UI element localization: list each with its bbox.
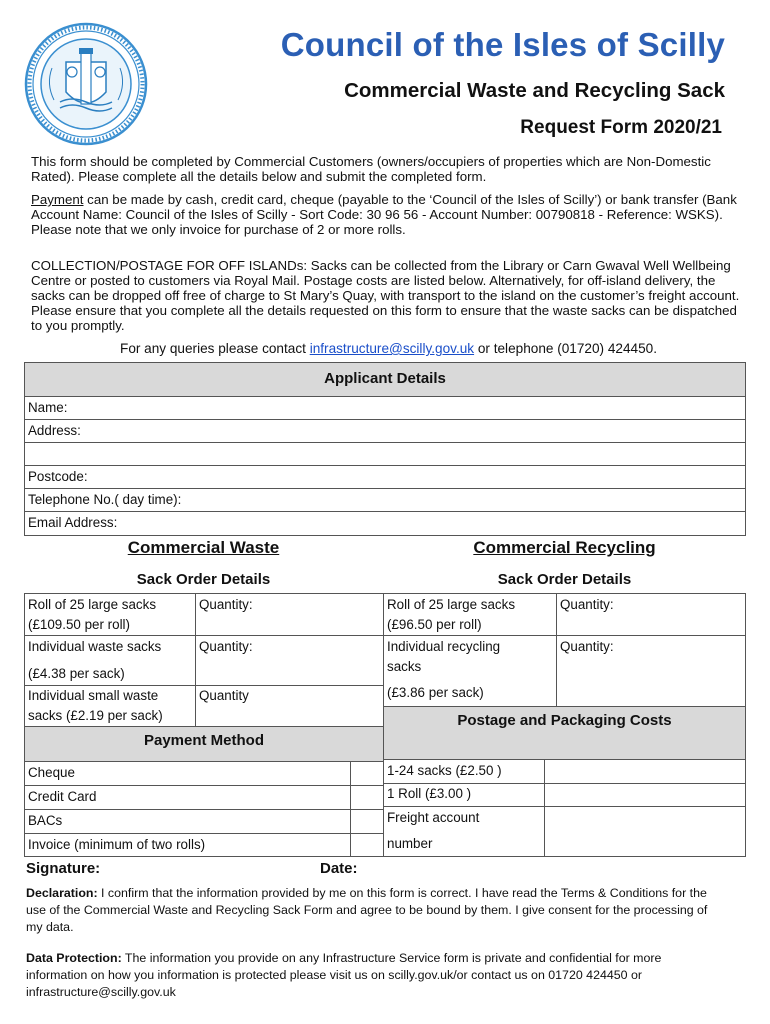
waste-small-quantity[interactable]: Quantity: [199, 688, 249, 703]
payment-option-credit-card[interactable]: Credit Card: [28, 789, 97, 804]
address-field[interactable]: Address:: [28, 423, 81, 438]
waste-small-label: Individual small waste sacks (£2.19 per sack): [28, 688, 163, 723]
payment-option-bacs[interactable]: BACs: [28, 813, 63, 828]
freight-account-label-2: number: [387, 836, 433, 851]
telephone-field[interactable]: Telephone No.( day time):: [28, 492, 182, 507]
payment-heading: Payment Method: [143, 732, 264, 749]
payment-option-cheque[interactable]: Cheque: [28, 765, 75, 780]
applicant-heading: Applicant Details: [324, 370, 446, 387]
name-field[interactable]: Name:: [28, 400, 68, 415]
date-label[interactable]: Date:: [320, 860, 358, 877]
declaration-text: Declaration: I confirm that the information provided by me on this form is correct. I have read the Terms & Conditions for the use of the Commercial Waste and Recycling Sack Form and agree to be bound by them. I give consent for the processing of my data.: [26, 886, 708, 934]
waste-individual-label: Individual waste sacks: [28, 639, 162, 654]
waste-roll-label: Roll of 25 large sacks (£109.50 per roll): [28, 597, 157, 632]
postage-roll-rate: 1 Roll (£3.00 ): [387, 786, 472, 801]
waste-roll-quantity[interactable]: Quantity:: [199, 597, 253, 612]
council-seal-logo: [24, 22, 148, 146]
payment-header: [24, 726, 384, 762]
payment-option-invoice[interactable]: Invoice (minimum of two rolls): [28, 837, 206, 852]
recycling-individual-label: Individual recycling sacks: [387, 639, 501, 674]
recycling-roll-label: Roll of 25 large sacks (£96.50 per roll): [387, 597, 516, 632]
postage-header: [383, 706, 746, 760]
postage-sacks-rate: 1-24 sacks (£2.50 ): [387, 763, 502, 778]
form-subtitle: Commercial Waste and Recycling Sack: [344, 79, 725, 102]
intro-paragraph: This form should be completed by Commercial Customers (owners/occupiers of properties which are Non-Domestic Rated). Please complete all the details below and submit the completed form.: [31, 154, 711, 184]
commercial-recycling-heading: Commercial Recycling: [473, 538, 656, 557]
email-field[interactable]: Email Address:: [28, 515, 118, 530]
data-protection-text: Data Protection: The information you provide on any Infrastructure Service form is private and confidential for more information on how you information is protected please visit us on scilly.gov.uk/or contact us on 01720 424450 or infrastructure@scilly.gov.uk: [26, 951, 662, 999]
freight-account-label: Freight account: [387, 810, 480, 825]
waste-sack-order-heading: Sack Order Details: [136, 571, 271, 588]
collection-paragraph: COLLECTION/POSTAGE FOR OFF ISLANDs: Sacks can be collected from the Library or Carn Gwaval Well Wellbeing Centre or posted to customers via Royal Mail. Postage costs are listed below. Alternatively, for off-island delivery, the sacks can be dropped off free of charge to St Mary’s Quay, with transport to the island on the customer’s freight account. Please ensure that you complete all the details requested on this form to ensure that the waste sacks can be dispatched to you promptly.: [31, 258, 740, 333]
council-title: Council of the Isles of Scilly: [280, 26, 725, 63]
signature-label[interactable]: Signature:: [26, 860, 101, 877]
postage-heading: Postage and Packaging Costs: [457, 712, 672, 729]
contact-line: For any queries please contact infrastructure@scilly.gov.uk or telephone (01720) 424450.: [120, 341, 657, 356]
postcode-field[interactable]: Postcode:: [28, 469, 88, 484]
form-year: Request Form 2020/21: [520, 117, 722, 138]
waste-individual-price: (£4.38 per sack): [28, 666, 125, 681]
payment-paragraph: Payment can be made by cash, credit card, cheque (payable to the ‘Council of the Isles of Scilly’) or bank transfer (Bank Account Name: Council of the Isles of Scilly - Sort Code: 30 96 56 - Account Number: 00790818 - Reference: WSKS). Please note that we only invoice for purchase of 2 or more rolls.: [31, 192, 737, 237]
recycling-individual-price: (£3.86 per sack): [387, 685, 484, 700]
applicant-header: [24, 362, 746, 397]
applicant-table: [24, 396, 746, 536]
recycling-individual-quantity[interactable]: Quantity:: [560, 639, 614, 654]
waste-individual-quantity[interactable]: Quantity:: [199, 639, 253, 654]
recycling-sack-order-heading: Sack Order Details: [497, 571, 632, 588]
contact-email-link[interactable]: infrastructure@scilly.gov.uk: [309, 341, 475, 356]
recycling-roll-quantity[interactable]: Quantity:: [560, 597, 614, 612]
commercial-waste-heading: Commercial Waste: [127, 538, 280, 557]
